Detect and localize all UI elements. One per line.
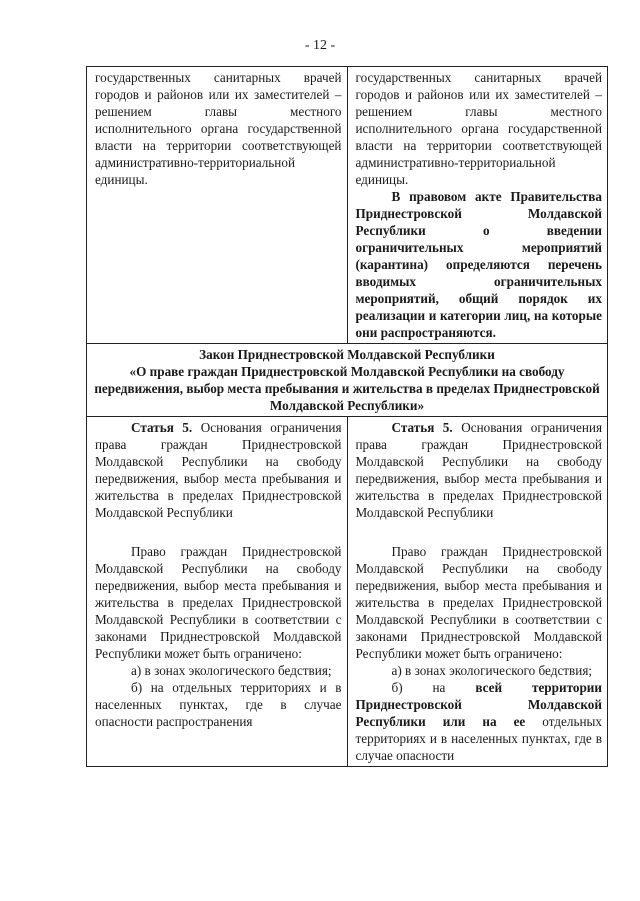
item-rest: отдельных территориях и в населенных пунктах, где в случае опасности — [355, 714, 602, 763]
law-name: «О праве граждан Приднестровской Молдавской Республики на свободу передвижения, выбор места пребывания и жительства в пределах Приднестровской Молдавской Республики» — [94, 364, 600, 413]
comparison-table — [86, 66, 608, 767]
right-text: государственных санитарных врачей городов и районов или их заместителей – решением главы местного исполнительного органа государственной власти на территории соответствующей административно-территориальной единицы. — [355, 70, 602, 187]
list-item — [356, 679, 603, 764]
item-prefix: б) на — [391, 680, 476, 695]
law-header-row — [87, 344, 608, 417]
table-row — [87, 417, 608, 767]
article-heading — [356, 419, 603, 521]
item-bold-text: всей территории Приднестровской Молдавской Республики или на ее — [355, 680, 603, 729]
left-text: государственных санитарных врачей городов и районов или их заместителей – решением главы местного исполнительного органа государственной власти на территории соответствующей административно-территориальной единицы. — [95, 70, 342, 187]
list-item: б) на отдельных территориях и в населенных пунктах, где в случае опасности распространения — [95, 680, 342, 729]
page-number: - 12 - — [304, 38, 336, 53]
right-cell — [347, 67, 608, 344]
article-label: Статья 5. — [391, 420, 453, 435]
left-cell — [87, 67, 348, 344]
article-paragraph: Право граждан Приднестровской Молдавской Республики на свободу передвижения, выбор места пребывания и жительства в пределах Приднестровской Молдавской Республики в соответствии с законами Приднестровской Молдавской Республики может быть ограничено: — [95, 544, 342, 661]
list-item: а) в зонах экологического бедствия; — [391, 663, 593, 678]
table-row — [87, 67, 608, 344]
law-title: Закон Приднестровской Молдавской Республики — [199, 347, 495, 362]
article-label: Статья 5. — [131, 420, 193, 435]
left-cell — [87, 417, 348, 767]
article-title: Основания ограничения права граждан Приднестровской Молдавской Республики на свободу передвижения, выбор места пребывания и жительства в пределах Приднестровской Молдавской Республики — [95, 420, 342, 520]
list-item: а) в зонах экологического бедствия; — [131, 663, 332, 678]
article-heading — [95, 419, 342, 521]
right-bold-paragraph: В правовом акте Правительства Приднестровской Молдавской Республики о введении ограничительных мероприятий (карантина) определяются перечень вводимых ограничительных мероприятий, общий порядок их реализации и категории лиц, на которые они распространяются. — [355, 189, 602, 340]
article-title: Основания ограничения права граждан Приднестровской Молдавской Республики на свободу передвижения, выбор места пребывания и жительства в пределах Приднестровской Молдавской Республики — [355, 420, 603, 520]
article-paragraph: Право граждан Приднестровской Молдавской Республики на свободу передвижения, выбор места пребывания и жительства в пределах Приднестровской Молдавской Республики в соответствии с законами Приднестровской Молдавской Республики может быть ограничено: — [355, 544, 602, 661]
right-cell — [347, 417, 608, 767]
law-header — [87, 344, 608, 417]
